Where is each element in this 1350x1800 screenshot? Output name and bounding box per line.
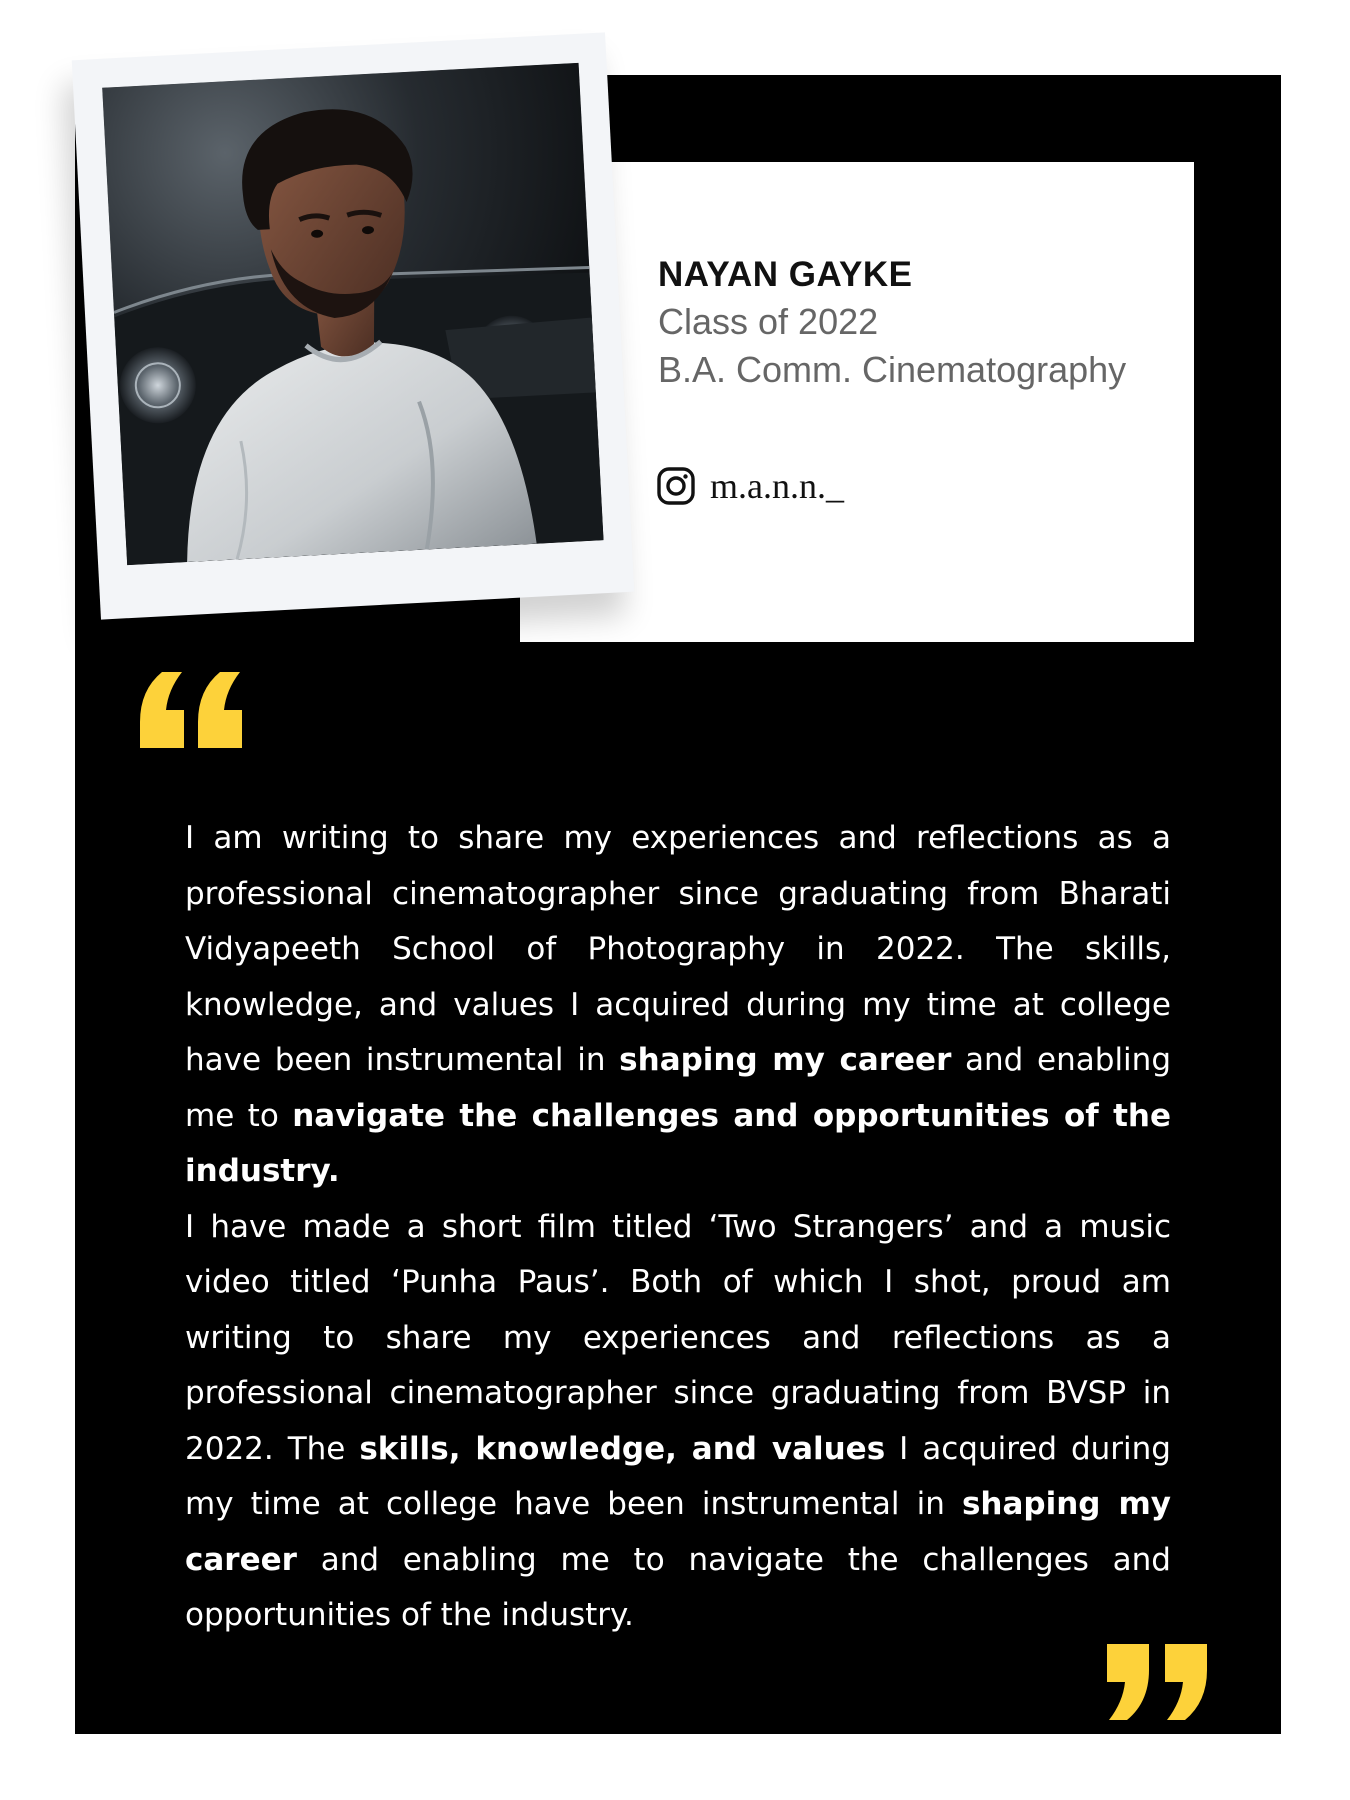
degree: B.A. Comm. Cinematography	[658, 349, 1127, 390]
alumni-name: NAYAN GAYKE	[658, 255, 913, 294]
portrait-illustration	[102, 63, 603, 565]
open-quote-icon	[140, 672, 244, 748]
close-quote-icon	[1105, 1644, 1209, 1720]
portrait-photo	[102, 63, 603, 565]
class-year: Class of 2022	[658, 301, 879, 342]
instagram-icon	[656, 466, 696, 506]
testimonial-paragraph-1: I am writing to share my experiences and reflections as a professional cinematographer since graduating from Bharati Vidyapeeth School of Photography in 2022. The skills, knowledge, and values I acquired during my time at college have been instrumental in shaping my career and enabling me to navigate the challenges and opportunities of the industry.	[185, 820, 1171, 1189]
instagram-handle[interactable]: m.a.n.n._	[710, 466, 844, 506]
testimonial-text	[185, 811, 1171, 1644]
polaroid-frame	[72, 32, 635, 619]
instagram-link[interactable]	[656, 465, 844, 507]
testimonial-paragraph-2: I have made a short film titled ‘Two Strangers’ and a music video titled ‘Punha Paus’. Both of which I shot, proud am writing to share my experiences and reflections as a professional cinematographer since graduating from BVSP in 2022. The skills, knowledge, and values I acquired during my time at college have been instrumental in shaping my career and enabling me to navigate the challenges and opportunities of the industry.	[185, 1208, 1171, 1633]
